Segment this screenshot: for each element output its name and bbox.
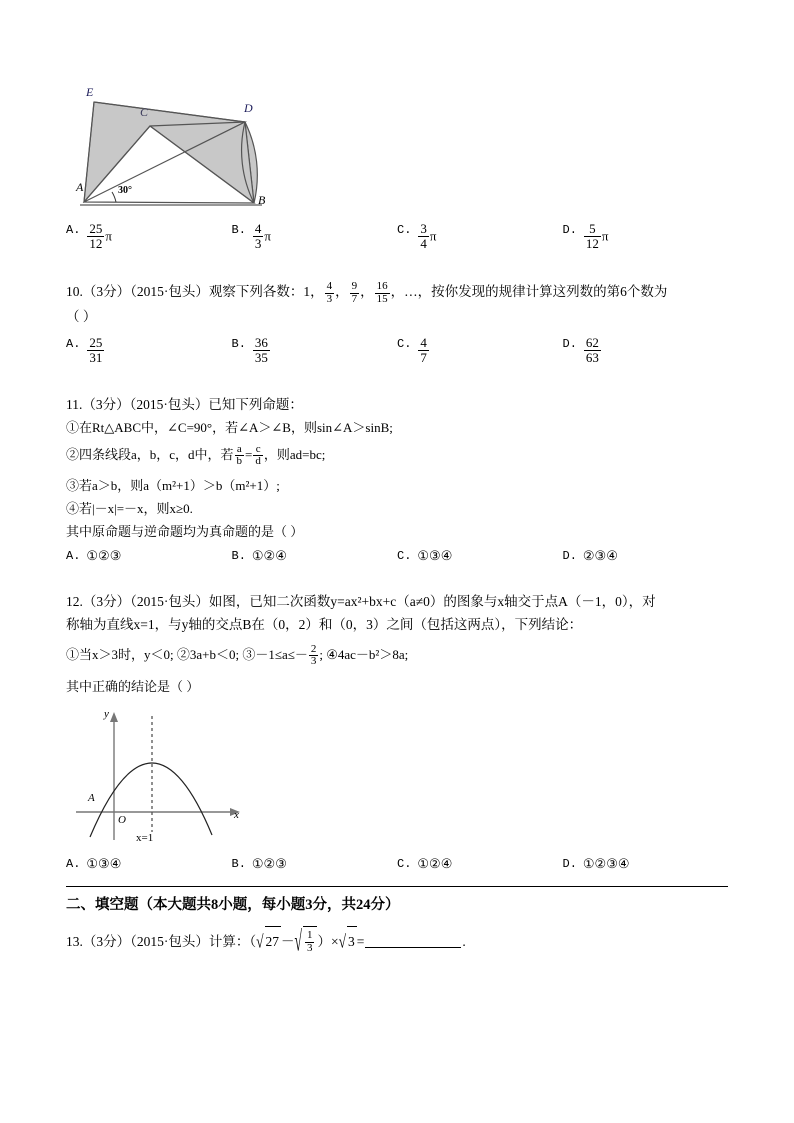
seq-sep-1: ， [335, 284, 349, 300]
frac-num: 36 [254, 335, 268, 351]
answer-blank[interactable] [365, 934, 461, 948]
frac-den: 12 [89, 235, 103, 251]
option-c-value [417, 336, 430, 364]
option-b[interactable] [232, 548, 398, 564]
frac-den: 3 [326, 292, 333, 305]
option-c-label: C. [397, 223, 412, 237]
option-a-value: ①③④ [86, 855, 122, 871]
parabola-figure-svg [74, 704, 254, 854]
option-d-label: D. [562, 223, 577, 237]
option-b-label: B. [231, 223, 246, 237]
option-b-label: B. [231, 856, 246, 871]
question-12-conclusions [66, 640, 728, 670]
frac-den: b [236, 455, 243, 468]
pi-symbol: π [105, 228, 112, 244]
item-2-text-a: ②四条线段a，b，c，d中，若 [66, 446, 234, 462]
radical-icon: √ [338, 930, 347, 952]
y-axis-arrow [110, 712, 118, 722]
option-a[interactable] [66, 548, 232, 564]
question-13 [66, 926, 728, 957]
question-12-options [66, 856, 728, 872]
item-2-text-b: ，则ad=bc; [263, 446, 326, 462]
option-d-value [583, 222, 609, 250]
question-13-equals: = [356, 933, 365, 949]
option-b-value: ①②③ [251, 855, 287, 871]
fraction-two-thirds [309, 644, 319, 668]
seq-sep-2: ， [360, 284, 374, 300]
frac-den: 4 [420, 235, 427, 251]
vertex-label-d: D [244, 101, 253, 115]
frac-den: 3 [310, 655, 317, 668]
option-a-label: A. [66, 337, 81, 352]
y-axis-label: y [104, 707, 109, 720]
option-a-label: A. [66, 856, 81, 871]
fraction-one-third [305, 930, 315, 954]
option-b[interactable] [232, 336, 398, 364]
conclusions-text-a: ①当x＞3时，y＜0; ②3a+b＜0; ③－1≤a≤－ [66, 646, 308, 662]
question-11-ask: 其中原命题与逆命题均为真命题的是（ ） [66, 523, 304, 539]
page-content [66, 85, 728, 957]
option-c[interactable] [397, 548, 563, 564]
x-axis-label: x [234, 808, 239, 821]
vertex-label-b: B [258, 193, 266, 207]
option-c-value [417, 222, 436, 250]
option-c-label: C. [397, 856, 412, 871]
option-a-value [86, 222, 112, 250]
option-a-value: ①②③ [86, 547, 122, 563]
frac-den: 3 [306, 941, 313, 954]
option-a-label: A. [66, 223, 81, 237]
sqrt-body: 3 [347, 926, 357, 957]
question-12-stem-line-1: 12.（3分）（2015·包头）如图，已知二次函数y=ax²+bx+c（a≠0）的图象与x轴交于点A（－1，0），对 [66, 593, 656, 609]
angle-label-30: 30° [118, 185, 132, 196]
option-c[interactable] [397, 336, 563, 364]
fraction-c-over-d [253, 444, 263, 468]
option-b-value [252, 222, 271, 250]
pi-symbol: π [429, 228, 437, 244]
option-d-value [583, 336, 602, 364]
frac-den: 15 [376, 292, 388, 305]
option-b-label: B. [231, 548, 246, 563]
vertex-label-e: E [86, 85, 94, 99]
question-13-suffix: . [462, 933, 466, 949]
frac-num: 1 [306, 929, 313, 941]
sqrt-body: 27 [265, 926, 282, 957]
vertex-label-c: C [140, 105, 149, 119]
option-b-value [252, 336, 271, 364]
question-11-item-2 [66, 440, 728, 470]
sqrt-3 [339, 926, 357, 957]
frac-den: 63 [585, 349, 599, 365]
frac-num: 16 [376, 280, 388, 293]
option-c[interactable] [397, 222, 563, 250]
frac-num: 4 [254, 221, 262, 236]
option-d-label: D. [562, 337, 577, 352]
frac-den: 35 [254, 349, 268, 365]
option-a[interactable] [66, 856, 232, 872]
geometry-figure [72, 85, 292, 220]
sqrt-27 [256, 926, 281, 957]
option-a[interactable] [66, 222, 232, 250]
question-11-item-1: ①在Rt△ABC中，∠C=90°，若∠A＞∠B，则sin∠A＞sinB; [66, 419, 393, 435]
frac-num: c [253, 444, 263, 457]
question-12 [66, 590, 728, 872]
question-11 [66, 393, 728, 564]
question-10-stem [66, 280, 728, 305]
question-10-stem-mid: ，…，按你发现的规律计算这列数的第6个数为 [390, 284, 668, 300]
radical-icon: √ [294, 924, 302, 957]
question-13-mid: ）× [317, 933, 339, 949]
option-b-label: B. [231, 337, 246, 352]
question-13-stem [66, 926, 728, 957]
item-2-equals: = [245, 446, 253, 462]
option-d[interactable] [563, 336, 729, 364]
option-a-value [86, 336, 105, 364]
frac-num: 3 [420, 221, 427, 236]
option-d[interactable] [563, 548, 729, 564]
question-13-prefix: 13.（3分）（2015·包头）计算：（ [66, 933, 257, 949]
frac-num: 62 [585, 335, 599, 351]
frac-num: 25 [89, 335, 103, 351]
frac-num: 4 [420, 335, 427, 351]
sqrt-one-third [295, 926, 318, 957]
option-d-label: D. [562, 548, 577, 563]
pi-symbol: π [264, 228, 271, 244]
option-c-value: ①②④ [417, 855, 453, 871]
parabola-figure [74, 704, 254, 854]
frac-den: 7 [420, 349, 427, 365]
seq-term-2 [350, 281, 360, 305]
option-c-label: C. [397, 548, 412, 563]
option-a-label: A. [66, 548, 81, 563]
point-a-label: A [88, 791, 95, 804]
option-c-value: ①③④ [417, 547, 453, 563]
option-d-value: ①②③④ [582, 855, 630, 871]
question-10-stem-prefix: 10.（3分）（2015·包头）观察下列各数：1， [66, 284, 324, 300]
option-a[interactable] [66, 336, 232, 364]
seq-term-1 [325, 281, 335, 305]
question-9-options [66, 222, 728, 250]
option-b[interactable] [232, 222, 398, 250]
frac-num: 2 [310, 642, 317, 655]
symmetry-axis-label: x=1 [136, 831, 154, 844]
origin-label: O [118, 813, 126, 826]
frac-num: 9 [351, 280, 358, 293]
option-b[interactable] [232, 856, 398, 872]
option-b-value: ①②④ [251, 547, 287, 563]
question-11-options [66, 548, 728, 564]
frac-den: 31 [89, 349, 103, 365]
option-d-label: D. [562, 856, 577, 871]
frac-den: 7 [351, 292, 358, 305]
question-12-stem-line-2: 称轴为直线x=1，与y轴的交点B在（0，2）和（0，3）之间（包括这两点），下列结论： [66, 616, 583, 632]
option-d[interactable] [563, 856, 729, 872]
question-10 [66, 280, 728, 364]
question-13-minus: － [281, 933, 295, 949]
frac-den: 3 [254, 235, 262, 251]
frac-num: 25 [89, 221, 103, 236]
frac-num: 5 [584, 222, 601, 237]
frac-den: d [255, 455, 261, 468]
radical-icon: √ [256, 930, 264, 952]
question-11-stem: 11.（3分）（2015·包头）已知下列命题： [66, 396, 303, 412]
seq-term-3 [375, 281, 390, 305]
section-two-heading: 二、填空题（本大题共8小题，每小题3分，共24分） [66, 886, 728, 914]
frac-num: 4 [326, 280, 333, 293]
question-10-options [66, 336, 728, 364]
frac-num: a [235, 444, 245, 457]
option-d-value: ②③④ [582, 547, 618, 563]
frac-den: 12 [585, 235, 599, 251]
option-c-label: C. [397, 337, 412, 352]
question-11-item-4: ④若|－x|=－x，则x≥0. [66, 500, 193, 516]
pi-symbol: π [601, 228, 609, 244]
fraction-a-over-b [235, 444, 245, 468]
question-10-stem-end: （ ） [66, 309, 97, 325]
question-11-item-3: ③若a＞b，则a（m²+1）＞b（m²+1）; [66, 477, 280, 493]
sqrt-body [303, 926, 318, 957]
parabola-curve [90, 763, 212, 837]
conclusions-text-b: ; ④4ac－b²＞8a; [319, 646, 409, 662]
vertex-label-a: A [76, 180, 84, 194]
option-d[interactable] [563, 222, 729, 250]
option-c[interactable] [397, 856, 563, 872]
question-12-ask: 其中正确的结论是（ ） [66, 678, 200, 694]
